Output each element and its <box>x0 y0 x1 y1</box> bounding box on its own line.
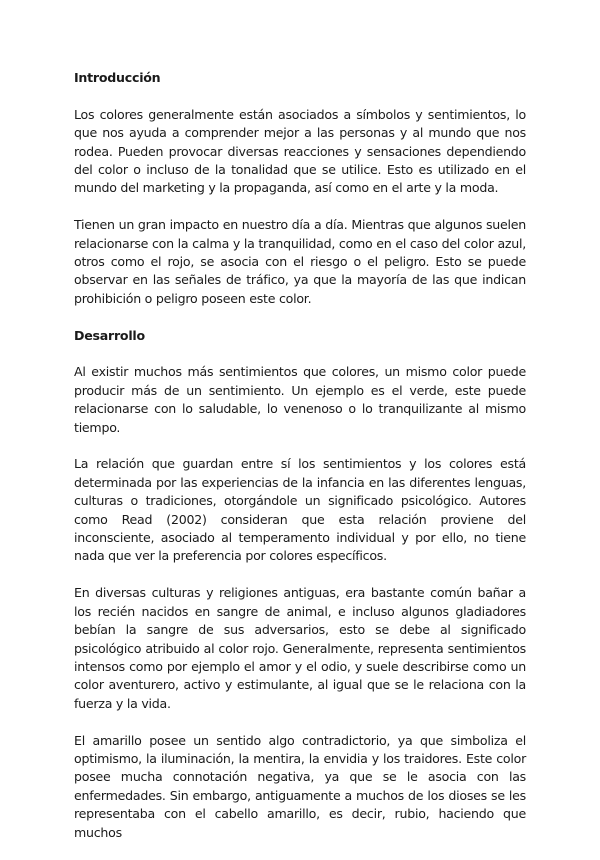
document-body <box>74 69 526 860</box>
paragraph: Al existir muchos más sentimientos que colores, un mismo color puede producir más de un sentimiento. Un ejemplo es el verde, este puede relacionarse con lo saludable, lo venenoso o lo tranquilizante al mismo tiempo. <box>74 364 526 435</box>
paragraph: El amarillo posee un sentido algo contradictorio, ya que simboliza el optimismo, la iluminación, la mentira, la envidia y los traidores. Este color posee mucha connotación negativa, ya que se le asocia con las enfermedades. Sin embargo, antiguamente a muchos de los dioses se les representaba con el cabello amarillo, es decir, rubio, haciendo que muchos <box>74 732 526 840</box>
paragraph: Tienen un gran impacto en nuestro día a día. Mientras que algunos suelen relacionarse con la calma y la tranquilidad, como en el caso del color azul, otros como el rojo, se asocia con el riesgo o el peligro. Esto se puede observar en las señales de tráfico, ya que la mayoría de las que indican prohibición o peligro poseen este color. <box>74 217 526 306</box>
paragraph: En diversas culturas y religiones antiguas, era bastante común bañar a los recién nacidos en sangre de animal, e incluso algunos gladiadores bebían la sangre de sus adversarios, esto se debe al significado psicológico atribuido al color rojo. Generalmente, representa sentimientos intensos como por ejemplo el amor y el odio, y suele describirse como un color aventurero, activo y estimulante, al igual que se le relaciona con la fuerza y la vida. <box>74 585 526 711</box>
section-heading-introduccion: Introducción <box>74 70 161 85</box>
paragraph: La relación que guardan entre sí los sentimientos y los colores está determinada por las experiencias de la infancia en las diferentes lenguas, culturas o tradiciones, otorgándole un significado psicológico. Autores como Read (2002) consideran que esta relación proviene del inconsciente, asociado al temperamento individual y por ello, no tiene nada que ver la preferencia por colores específicos. <box>74 456 526 564</box>
paragraph: Los colores generalmente están asociados a símbolos y sentimientos, lo que nos ayuda a comprender mejor a las personas y al mundo que nos rodea. Pueden provocar diversas reacciones y sensaciones dependiendo del color o incluso de la tonalidad que se utilice. Esto es utilizado en el mundo del marketing y la propaganda, así como en el arte y la moda. <box>74 106 526 196</box>
section-heading-desarrollo: Desarrollo <box>74 327 145 343</box>
